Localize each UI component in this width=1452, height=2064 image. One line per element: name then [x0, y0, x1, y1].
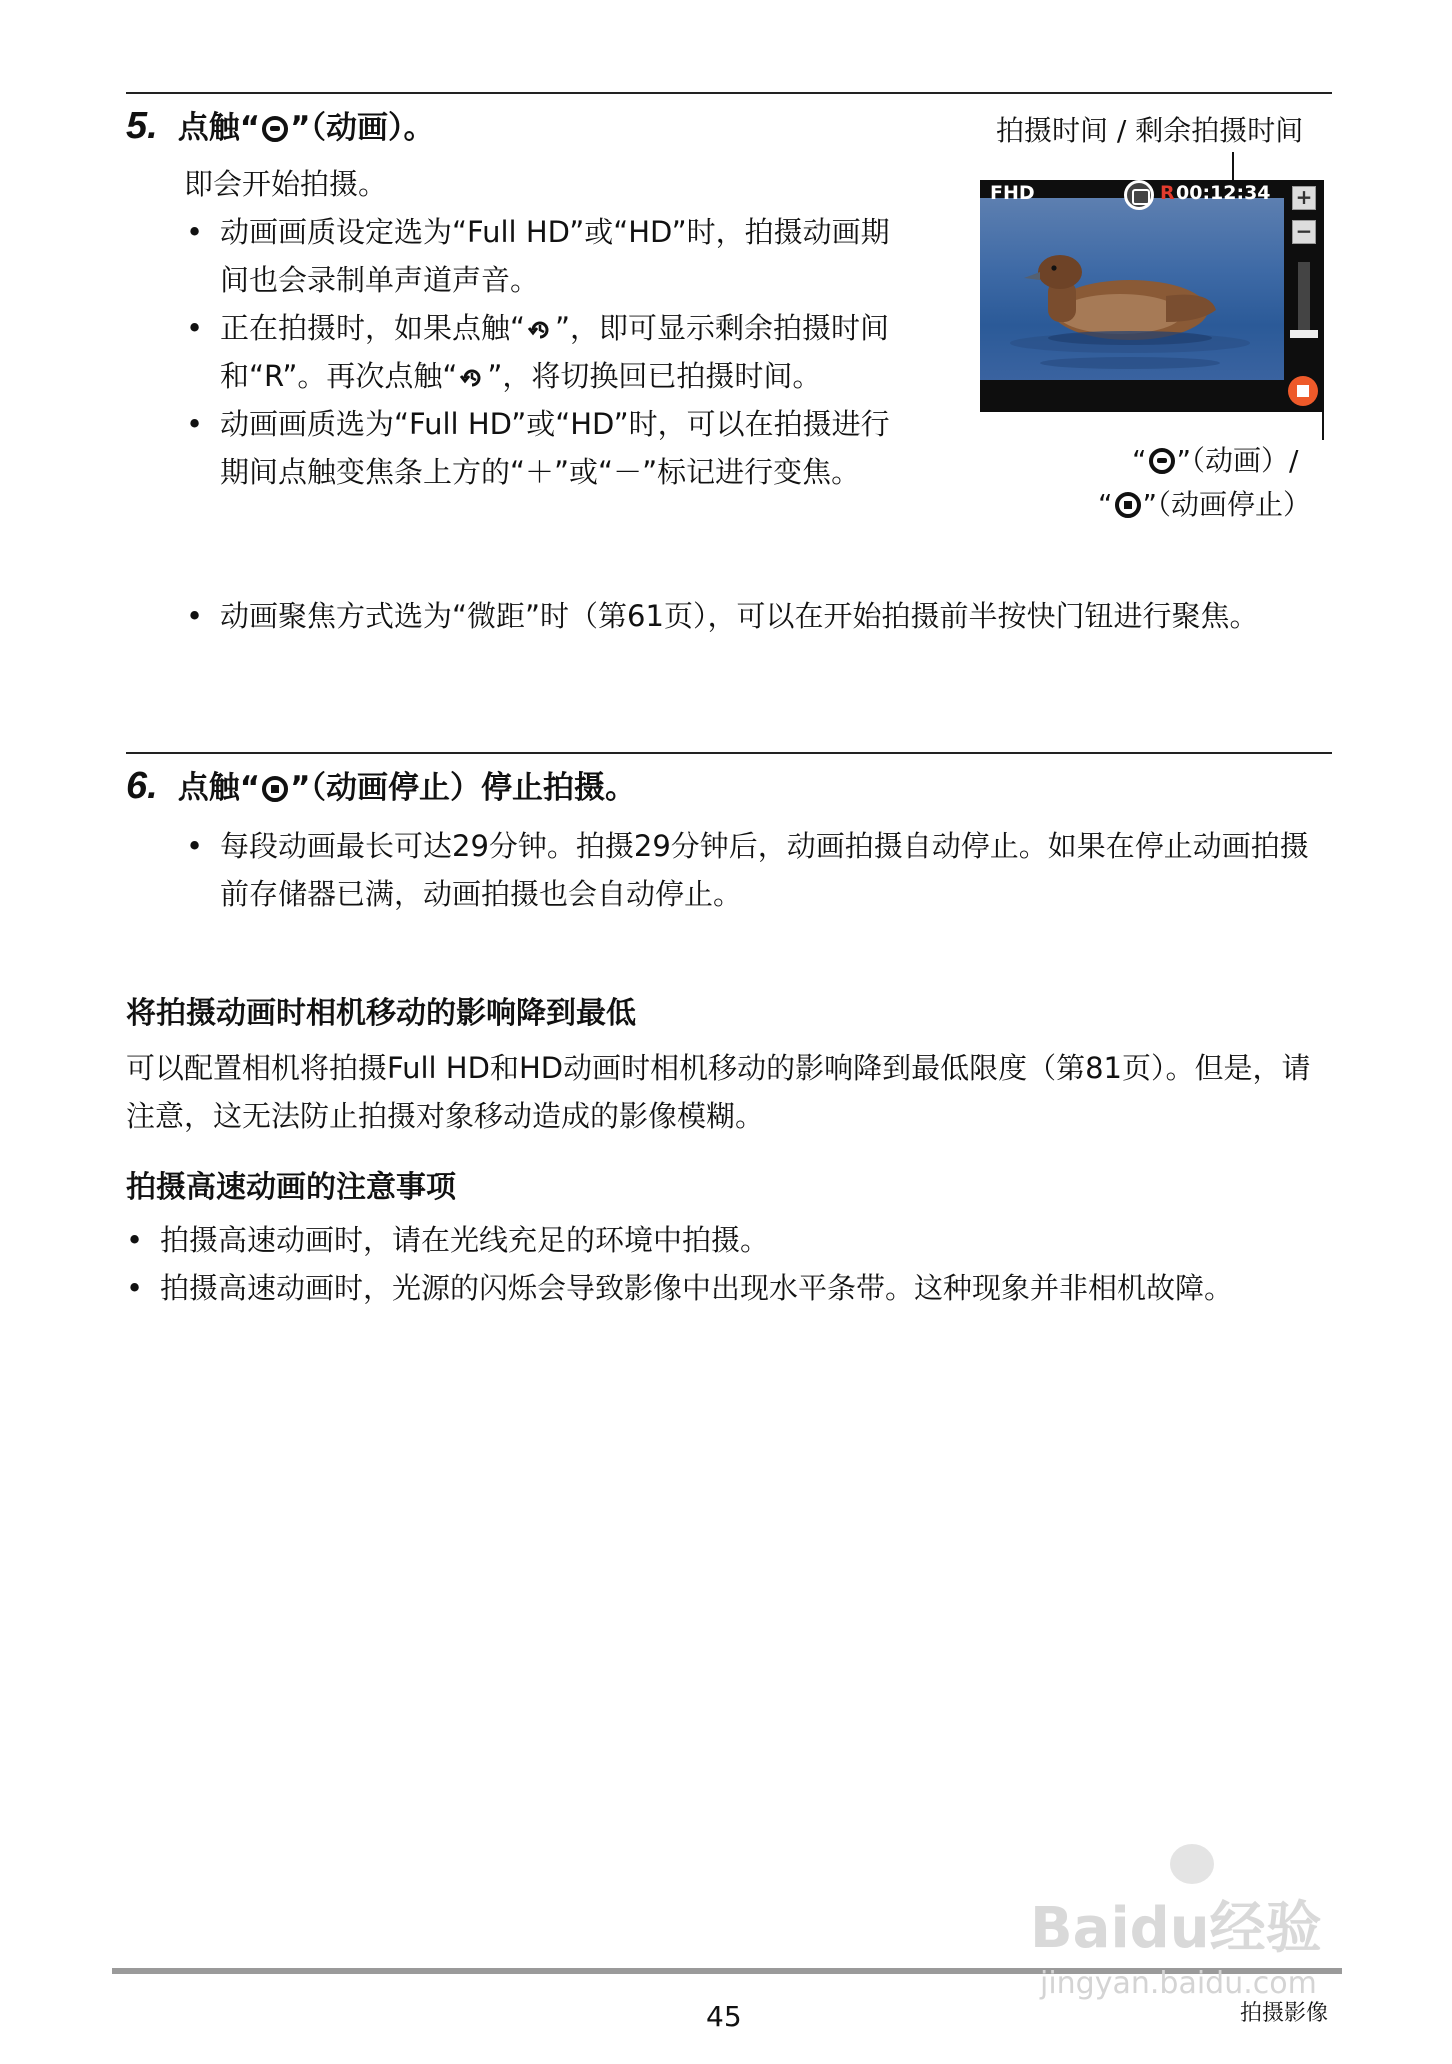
caption-stop-button — [1098, 484, 1311, 526]
watermark-url: jingyan.baidu.com — [1040, 1966, 1317, 2001]
step6-title-suffix: ”（动画停止）停止拍摄。 — [290, 770, 636, 806]
step5-heading — [126, 106, 434, 148]
step5-title-prefix: 点触“ — [177, 110, 261, 146]
step6-bullets — [186, 822, 1336, 918]
stop-icon — [1297, 385, 1309, 397]
remaining-time-toggle-icon — [527, 317, 553, 343]
step5-bullet-2 — [186, 304, 906, 400]
step5-divider — [126, 92, 1332, 94]
zoom-out-button[interactable]: − — [1292, 220, 1316, 244]
caption-shooting-time: 拍摄时间 / 剩余拍摄时间 — [996, 114, 1304, 147]
step6-title-prefix: 点触“ — [177, 770, 261, 806]
step5-number: 5. — [126, 105, 158, 147]
caption-rec-close: ”（动画）/ — [1176, 444, 1299, 477]
step5-intro: 即会开始拍摄。 — [184, 167, 388, 201]
highspeed-bullet-2: • 拍摄高速动画时，光源的闪烁会导致影像中出现水平条带。这种现象并非相机故障。 — [126, 1264, 1306, 1312]
step5-bullet-2-part-a: 正在拍摄时，如果点触“ — [220, 311, 526, 345]
step5-bullet-4: • 动画聚焦方式选为“微距”时（第61页），可以在开始拍摄前半按快门钮进行聚焦。 — [186, 592, 1336, 640]
movie-mode-icon — [1132, 189, 1150, 205]
caption-movie-button — [1132, 440, 1298, 482]
paw-logo-icon — [1170, 1844, 1214, 1884]
highspeed-bullet-1: • 拍摄高速动画时，请在光线充足的环境中拍摄。 — [126, 1216, 1306, 1264]
step5-bullets-top — [186, 208, 906, 496]
step6-divider — [126, 752, 1332, 754]
step5-bullet-3: • 动画画质选为“Full HD”或“HD”时，可以在拍摄进行期间点触变焦条上方的“＋”或“－”标记进行变焦。 — [186, 400, 906, 496]
footer-section-label: 拍摄影像 — [1240, 2001, 1329, 2026]
movie-stop-icon — [262, 776, 288, 802]
duck-illustration — [980, 198, 1284, 380]
zoom-bar[interactable] — [1298, 262, 1310, 332]
step6-bullet-1: • 每段动画最长可达29分钟。拍摄29分钟后，动画拍摄自动停止。如果在停止动画拍摄前存储器已满，动画拍摄也会自动停止。 — [186, 822, 1336, 918]
movie-stop-button[interactable] — [1288, 376, 1318, 406]
caption-rec-open: “ — [1132, 444, 1147, 477]
step5-bullets-bottom — [186, 592, 1336, 640]
page-number: 45 — [706, 2000, 742, 2033]
movie-stop-icon — [1115, 492, 1141, 518]
stabilize-section-title: 将拍摄动画时相机移动的影响降到最低 — [126, 996, 636, 1031]
caption-stop-close: ”（动画停止） — [1142, 488, 1312, 521]
step5-bullet-2-part-c: ”，将切换回已拍摄时间。 — [487, 359, 822, 393]
highspeed-section-title: 拍摄高速动画的注意事项 — [126, 1170, 456, 1205]
movie-mode-indicator — [1124, 180, 1154, 210]
rec-remaining-mark: R — [1160, 182, 1175, 204]
caption-stop-open: “ — [1098, 488, 1113, 521]
remaining-time-toggle-icon — [459, 365, 485, 391]
zoom-bar-handle[interactable] — [1290, 330, 1318, 338]
step5-bullet-2-part-b: ”，即可显示剩余拍摄时间和“R”。再次点触“ — [220, 311, 890, 393]
step6-number: 6. — [126, 765, 158, 807]
zoom-in-button[interactable]: + — [1292, 186, 1316, 210]
watermark-main: Baidu经验 — [1030, 1896, 1322, 1961]
timecode-display: 00:12:34 — [1176, 182, 1271, 204]
movie-record-icon — [1149, 448, 1175, 474]
step5-bullet-1: • 动画画质设定选为“Full HD”或“HD”时，拍摄动画期间也会录制单声道声音。 — [186, 208, 906, 304]
step5-title-suffix: ”（动画）。 — [290, 110, 435, 146]
stabilize-section-body: 可以配置相机将拍摄Full HD和HD动画时相机移动的影响降到最低限度（第81页）。但是，请注意，这无法防止拍摄对象移动造成的影像模糊。 — [126, 1051, 1311, 1133]
step6-heading — [126, 766, 636, 808]
highspeed-bullets — [126, 1216, 1306, 1312]
duck-image — [980, 198, 1284, 380]
callout-line-button — [1322, 412, 1324, 440]
movie-record-icon — [262, 116, 288, 142]
camera-screen — [980, 180, 1324, 412]
quality-indicator: FHD — [990, 182, 1035, 204]
